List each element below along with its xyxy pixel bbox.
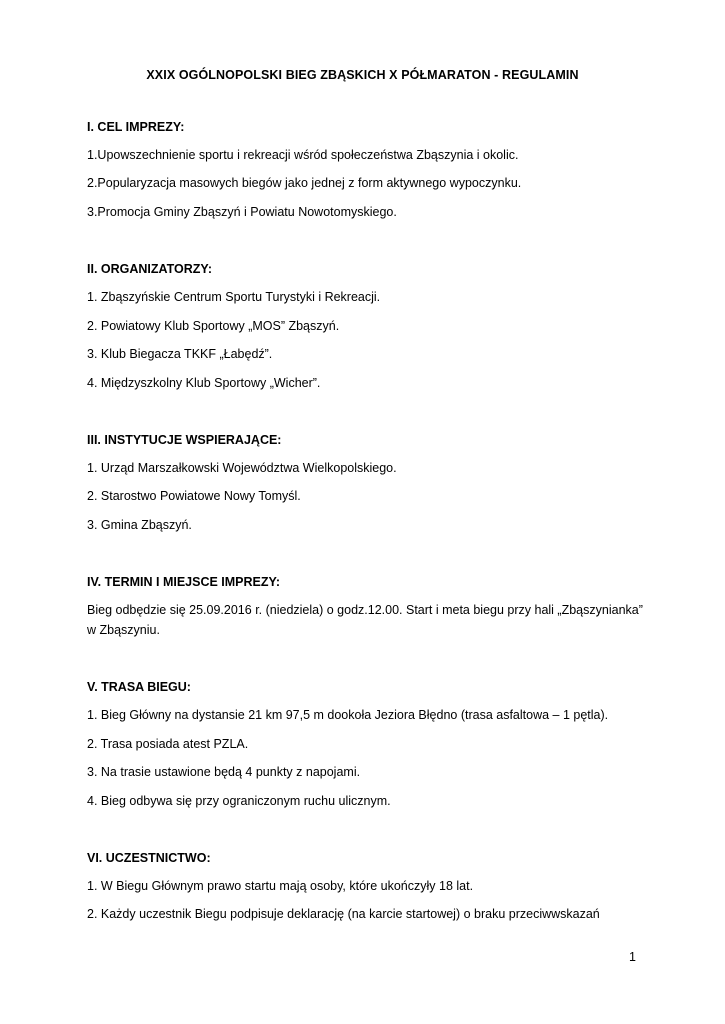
section-heading-termin: IV. TERMIN I MIEJSCE IMPREZY: bbox=[87, 575, 281, 589]
document-title: XXIX OGÓLNOPOLSKI BIEG ZBĄSKICH X PÓŁMARATON - REGULAMIN bbox=[146, 68, 579, 82]
page-number: 1 bbox=[629, 950, 636, 964]
section-heading-uczestnictwo: VI. UCZESTNICTWO: bbox=[87, 851, 211, 865]
list-item: 1. W Biegu Głównym prawo startu mają osoby, które ukończyły 18 lat. bbox=[87, 879, 474, 893]
list-item: 3. Klub Biegacza TKKF „Łabędź”. bbox=[87, 347, 273, 361]
paragraph-line: Bieg odbędzie się 25.09.2016 r. (niedziela) o godz.12.00. Start i meta biegu przy hali „Zbąszynianka” bbox=[87, 603, 643, 617]
list-item: 2.Popularyzacja masowych biegów jako jednej z form aktywnego wypoczynku. bbox=[87, 176, 522, 190]
section-heading-organizatorzy: II. ORGANIZATORZY: bbox=[87, 262, 212, 276]
list-item: 2. Trasa posiada atest PZLA. bbox=[87, 737, 249, 751]
list-item: 4. Międzyszkolny Klub Sportowy „Wicher”. bbox=[87, 376, 321, 390]
list-item: 2. Starostwo Powiatowe Nowy Tomyśl. bbox=[87, 489, 301, 503]
section-heading-cel: I. CEL IMPREZY: bbox=[87, 120, 185, 134]
list-item: 2. Każdy uczestnik Biegu podpisuje deklarację (na karcie startowej) o braku przeciwwskazań bbox=[87, 907, 600, 921]
list-item: 3. Gmina Zbąszyń. bbox=[87, 518, 192, 532]
list-item: 1. Bieg Główny na dystansie 21 km 97,5 m dookoła Jeziora Błędno (trasa asfaltowa – 1 pętla). bbox=[87, 708, 609, 722]
paragraph-line: w Zbąszyniu. bbox=[87, 623, 160, 637]
list-item: 3. Na trasie ustawione będą 4 punkty z napojami. bbox=[87, 765, 361, 779]
section-heading-instytucje: III. INSTYTUCJE WSPIERAJĄCE: bbox=[87, 433, 282, 447]
list-item: 2. Powiatowy Klub Sportowy „MOS” Zbąszyń. bbox=[87, 319, 340, 333]
list-item: 1.Upowszechnienie sportu i rekreacji wśród społeczeństwa Zbąszynia i okolic. bbox=[87, 148, 519, 162]
list-item: 3.Promocja Gminy Zbąszyń i Powiatu Nowotomyskiego. bbox=[87, 205, 397, 219]
list-item: 1. Zbąszyńskie Centrum Sportu Turystyki i Rekreacji. bbox=[87, 290, 381, 304]
list-item: 4. Bieg odbywa się przy ograniczonym ruchu ulicznym. bbox=[87, 794, 391, 808]
section-heading-trasa: V. TRASA BIEGU: bbox=[87, 680, 191, 694]
list-item: 1. Urząd Marszałkowski Województwa Wielkopolskiego. bbox=[87, 461, 397, 475]
